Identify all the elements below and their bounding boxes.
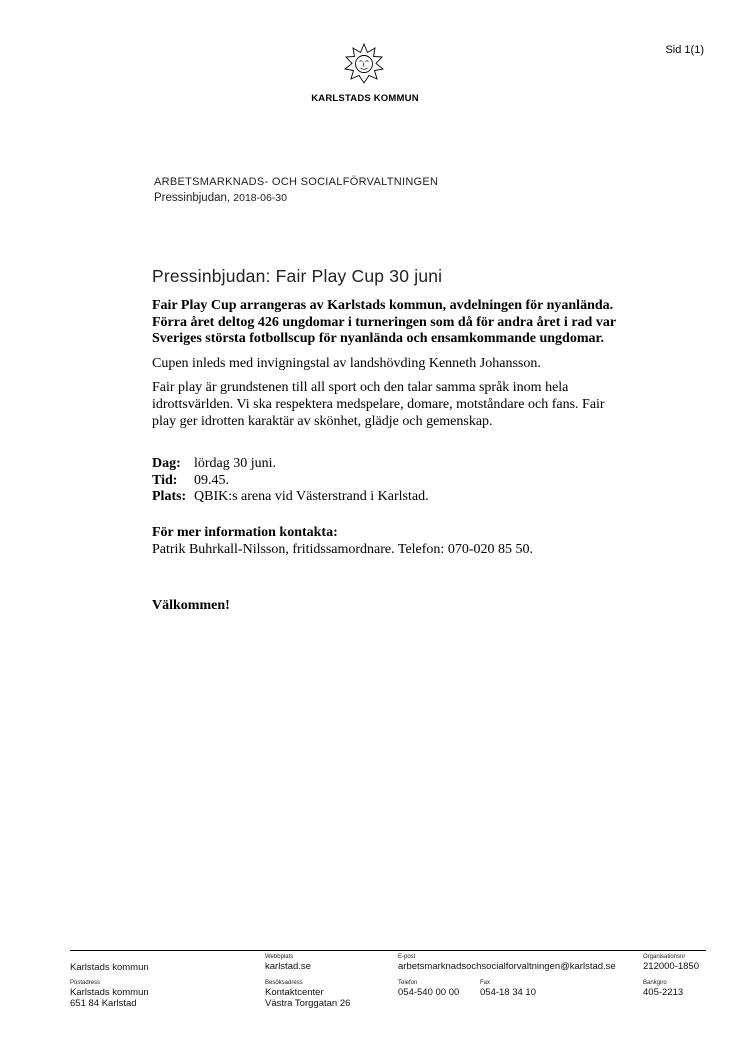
closing-greeting: Välkommen! [152,597,230,613]
footer-phone [398,980,459,998]
footer-org-name: Karlstads kommun [70,962,149,973]
footer-web-label: Webbplats [265,954,294,960]
detail-row [152,473,429,489]
page-title: Pressinbjudan: Fair Play Cup 30 juni [152,266,443,286]
detail-label: Tid: [152,472,178,488]
footer-web-value: karlstad.se [265,961,311,972]
document-type: Pressinbjudan, [154,192,231,204]
contact-text: Patrik Buhrkall-Nilsson, fritidssamordnare. Telefon: 070-020 85 50. [152,541,533,557]
detail-label: Plats: [152,488,187,504]
document-body [152,298,632,614]
footer-email-value: arbetsmarknadsochsocialforvaltningen@karlstad.se [398,961,616,972]
footer-visit [265,980,350,1009]
department-name: ARBETSMARKNADS- OCH SOCIALFÖRVALTNINGEN [154,176,439,188]
footer-post-label: Postadress [70,980,101,986]
detail-value: QBIK:s arena vid Västerstrand i Karlstad. [194,488,429,504]
contact-section [152,525,632,558]
footer-phone-label: Telefon [398,980,418,986]
logo-wordmark: KARLSTADS KOMMUN [311,93,419,104]
event-details [152,456,429,505]
detail-row [152,456,429,472]
footer-bankgiro-value: 405-2213 [643,987,684,998]
footer-visit-line2: Västra Torggatan 26 [265,998,351,1009]
footer-phone-value: 054-540 00 00 [398,987,460,998]
footer-fax [480,980,536,998]
document-date: 2018-06-30 [233,192,287,204]
body-paragraph-1: Cupen inleds med invigningstal av landshövding Kenneth Johansson. [152,355,541,371]
footer-visit-label: Besöksadress [265,980,303,986]
detail-value: lördag 30 juni. [194,456,277,472]
footer-fax-value: 054-18 34 10 [480,987,536,998]
footer-post-line1: Karlstads kommun [70,987,149,998]
contact-heading: För mer information kontakta: [152,525,338,541]
document-subtitle [154,192,287,204]
footer-postal [70,980,149,1009]
page-number: Sid 1(1) [665,44,704,56]
footer-orgnr [643,954,699,972]
sun-logo-icon [343,43,385,85]
footer-orgnr-label: Organisationsnr [643,954,686,960]
footer-post-line2: 651 84 Karlstad [70,998,137,1009]
footer-bankgiro-label: Bankgiro [643,980,667,986]
footer-fax-label: Fax [480,980,491,986]
detail-value: 09.45. [194,472,229,488]
detail-label: Dag: [152,456,181,472]
footer-email [398,954,616,972]
body-paragraph-2: Fair play är grundstenen till all sport och den talar samma språk inom hela idrottsvärlden. Vi ska respektera medspelare, domare, motståndare och fans. Fair play ger idrotten karaktär av skönhet, glädje och gemenskap. [152,380,605,429]
lead-paragraph: Fair Play Cup arrangeras av Karlstads kommun, avdelningen för nyanlända. Förra året deltog 426 ungdomar i turneringen som då för andra året i rad var Sveriges största fotbollscup för nyanlända och ensamkommande ungdomar. [152,298,616,347]
footer-orgnr-value: 212000-1850 [643,961,699,972]
footer-divider [70,950,706,951]
footer-email-label: E-post [398,954,416,960]
footer-web [265,954,311,972]
footer-bankgiro [643,980,683,998]
footer-visit-line1: Kontaktcenter [265,987,324,998]
detail-row [152,489,429,505]
